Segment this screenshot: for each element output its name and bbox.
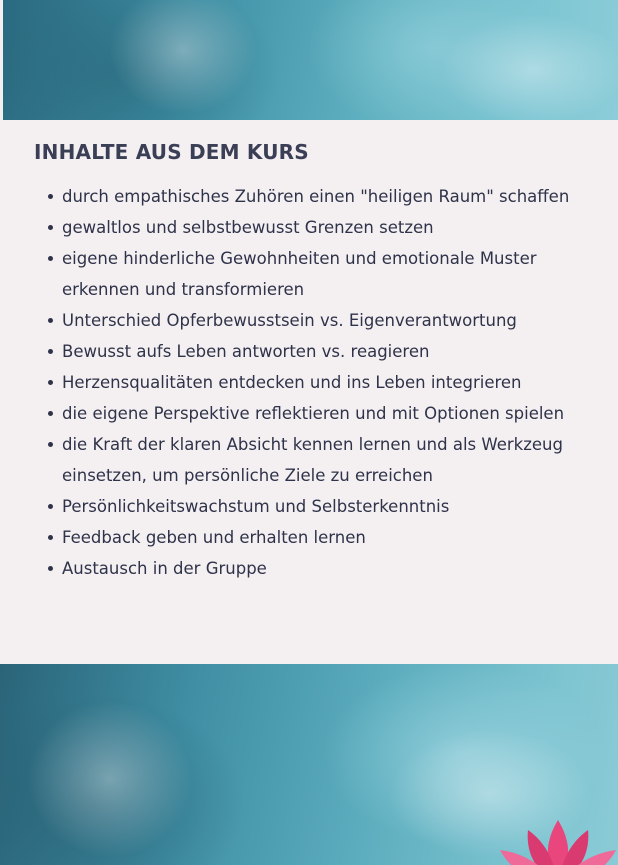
list-item: Feedback geben und erhalten lernen xyxy=(62,522,592,553)
list-item: eigene hinderliche Gewohnheiten und emotionale Muster erkennen und transformieren xyxy=(62,243,592,305)
list-item: Austausch in der Gruppe xyxy=(62,553,592,584)
bottom-banner-image xyxy=(0,664,618,865)
list-item: Herzensqualitäten entdecken und ins Leben integrieren xyxy=(62,367,592,398)
smoke-wisp xyxy=(433,10,618,120)
list-item: gewaltlos und selbstbewusst Grenzen setzen xyxy=(62,212,592,243)
top-banner-image xyxy=(3,0,618,120)
list-item: Unterschied Opferbewusstsein vs. Eigenverantwortung xyxy=(62,305,592,336)
smoke-wisp xyxy=(103,0,263,120)
list-item: Bewusst aufs Leben antworten vs. reagieren xyxy=(62,336,592,367)
topic-list xyxy=(62,181,592,584)
list-item: die Kraft der klaren Absicht kennen lernen und als Werkzeug einsetzen, um persönliche Ziele zu erreichen xyxy=(62,429,592,491)
smoke-wisp xyxy=(20,694,200,864)
list-item: durch empathisches Zuhören einen "heiligen Raum" schaffen xyxy=(62,181,592,212)
list-item: Persönlichkeitswachstum und Selbsterkenntnis xyxy=(62,491,592,522)
list-item: die eigene Perspektive reflektieren und mit Optionen spielen xyxy=(62,398,592,429)
lotus-flower-icon xyxy=(488,805,618,865)
course-contents-section xyxy=(0,120,618,664)
section-heading: INHALTE AUS DEM KURS xyxy=(34,140,309,164)
